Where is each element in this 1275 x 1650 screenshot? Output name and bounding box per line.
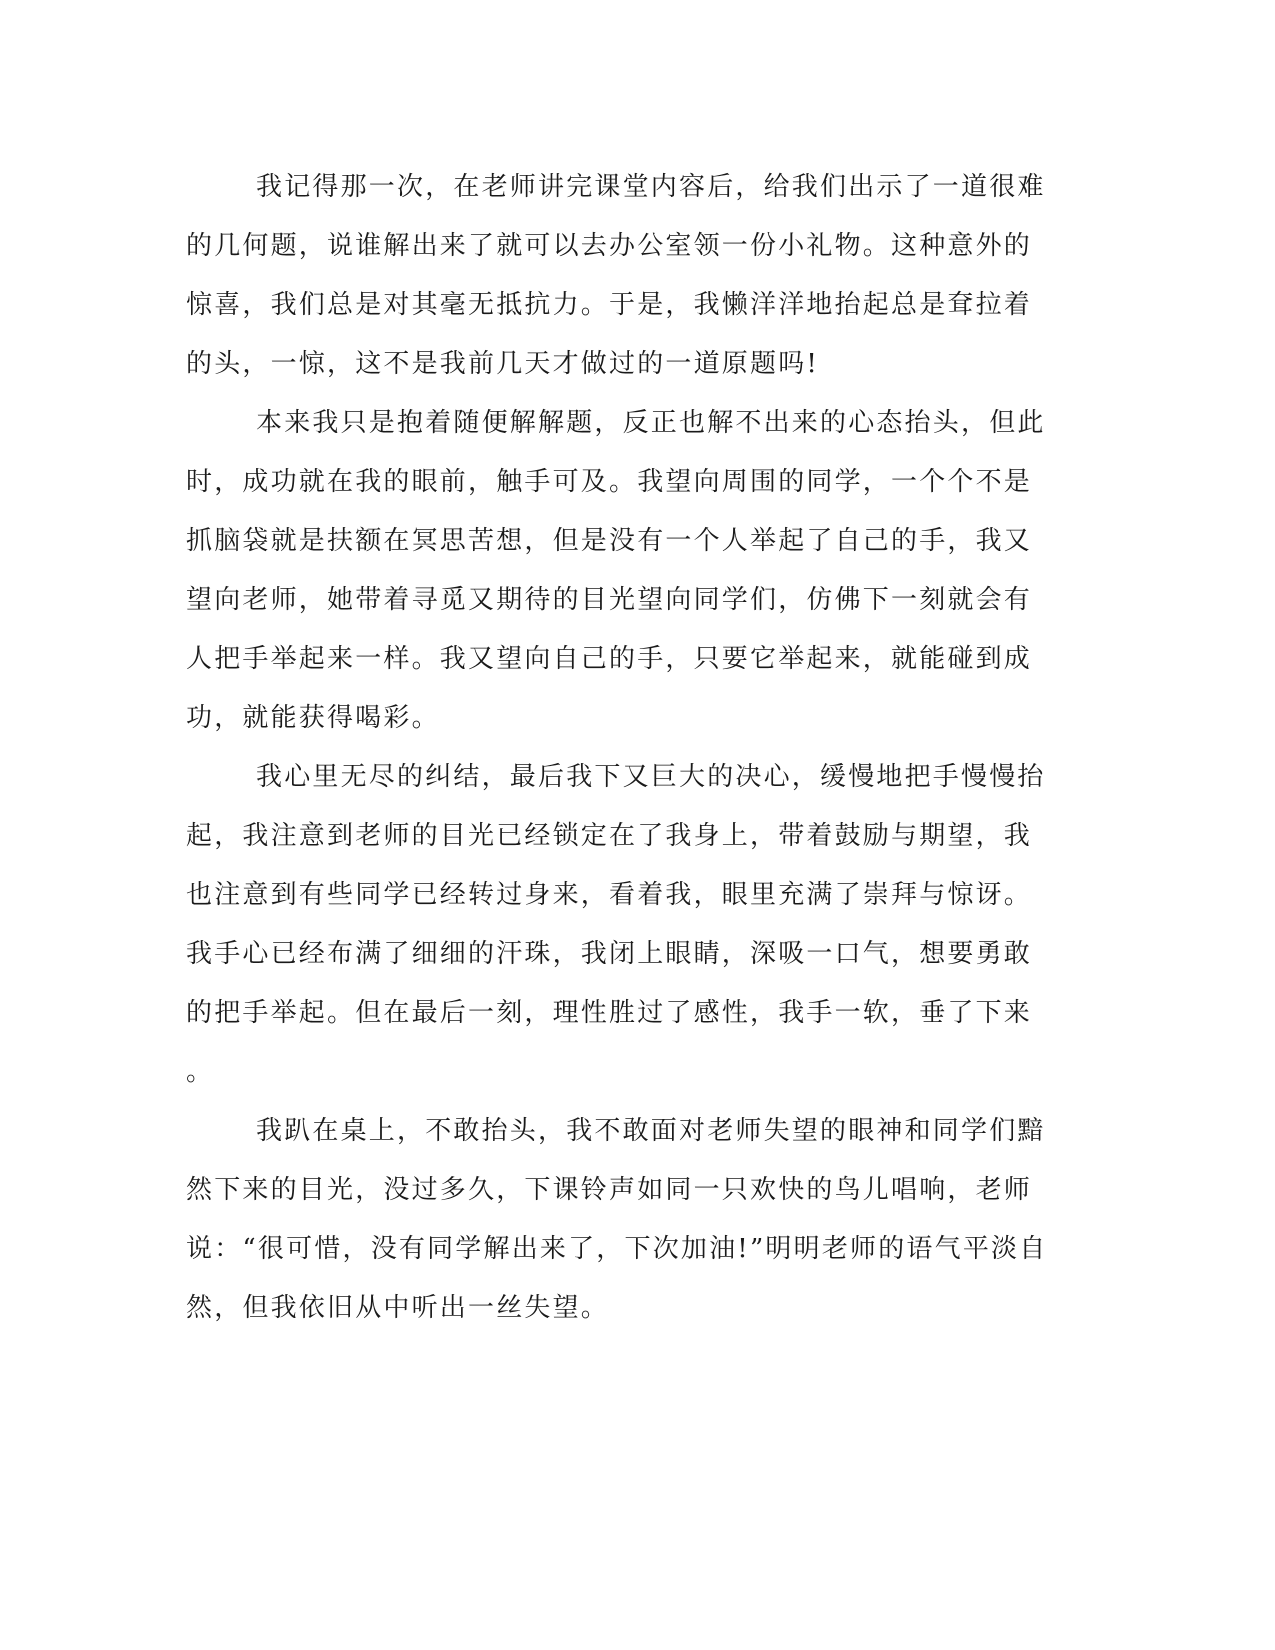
paragraph-line: 起，我注意到老师的目光已经锁定在了我身上，带着鼓励与期望，我 [186,821,1033,851]
paragraph-3 [186,748,1066,1102]
paragraph-line: 惊喜，我们总是对其毫无抵抗力。于是，我懒洋洋地抬起总是耷拉着 [186,290,1033,320]
paragraph-line: 抓脑袋就是扶额在冥思苦想，但是没有一个人举起了自己的手，我又 [186,526,1033,556]
paragraph-line: 然，但我依旧从中听出一丝失望。 [186,1293,610,1323]
paragraph-1 [186,158,1066,394]
document-body [186,158,1066,1338]
paragraph-line: 我心里无尽的纠结，最后我下又巨大的决心，缓慢地把手慢慢抬 [256,762,1046,792]
paragraph-line: 的把手举起。但在最后一刻，理性胜过了感性，我手一软，垂了下来 [186,998,1033,1028]
paragraph-4 [186,1102,1066,1338]
paragraph-line: 的几何题，说谁解出来了就可以去办公室领一份小礼物。这种意外的 [186,231,1033,261]
paragraph-line: 我手心已经布满了细细的汗珠，我闭上眼睛，深吸一口气，想要勇敢 [186,939,1033,969]
paragraph-line: 功，就能获得喝彩。 [186,703,440,733]
paragraph-line: 也注意到有些同学已经转过身来，看着我，眼里充满了崇拜与惊讶。 [186,880,1033,910]
paragraph-line: 人把手举起来一样。我又望向自己的手，只要它举起来，就能碰到成 [186,644,1033,674]
paragraph-2 [186,394,1066,748]
paragraph-line: 本来我只是抱着随便解解题，反正也解不出来的心态抬头，但此 [256,408,1046,438]
paragraph-line: 然下来的目光，没过多久，下课铃声如同一只欢快的鸟儿唱响，老师 [186,1175,1033,1205]
paragraph-line: 我记得那一次，在老师讲完课堂内容后，给我们出示了一道很难 [256,172,1046,202]
paragraph-line: 望向老师，她带着寻觅又期待的目光望向同学们，仿佛下一刻就会有 [186,585,1033,615]
paragraph-line: 说：“很可惜，没有同学解出来了，下次加油!”明明老师的语气平淡自 [186,1234,1048,1264]
paragraph-line: 的头，一惊，这不是我前几天才做过的一道原题吗! [186,349,820,379]
paragraph-line: 我趴在桌上，不敢抬头，我不敢面对老师失望的眼神和同学们黯 [256,1116,1046,1146]
paragraph-line: 时，成功就在我的眼前，触手可及。我望向周围的同学，一个个不是 [186,467,1033,497]
paragraph-line: 。 [186,1057,215,1087]
